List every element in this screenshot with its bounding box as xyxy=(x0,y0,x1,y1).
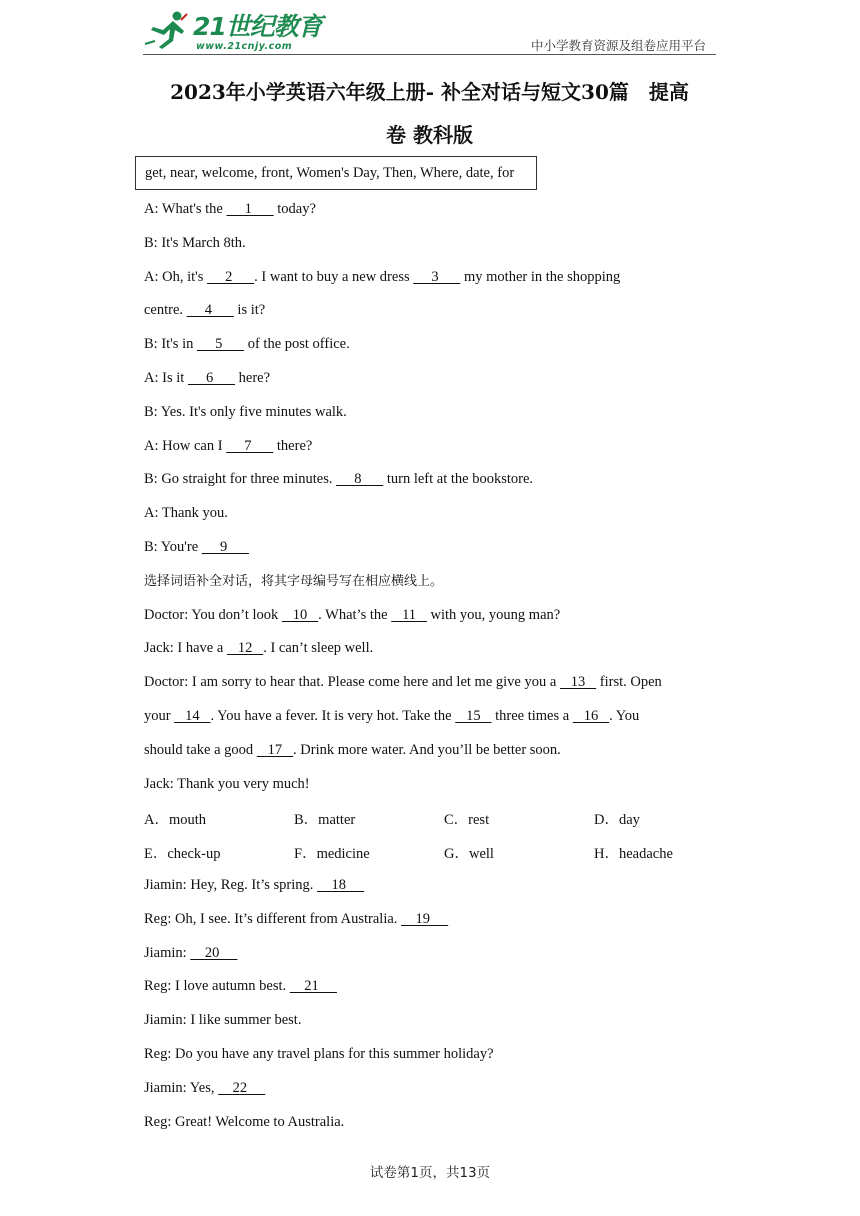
line-text: Jack: I have a xyxy=(144,640,227,657)
answer-blank[interactable]: 6 xyxy=(187,370,236,386)
dialogue-line xyxy=(144,639,373,657)
answer-blank[interactable]: 17 xyxy=(256,741,294,758)
answer-blank[interactable]: 14 xyxy=(174,708,211,724)
option-item: G．well xyxy=(444,846,494,863)
line-text: . What’s the xyxy=(318,606,392,623)
dialogue-line xyxy=(144,1011,301,1029)
answer-blank[interactable]: 22 xyxy=(218,1079,266,1096)
line-text: B: It's March 8th. xyxy=(144,234,246,251)
line-text: my mother in the shopping xyxy=(460,268,621,285)
line-text: . You have a fever. It is very hot. Take the xyxy=(210,708,456,724)
line-text: Doctor: You don’t look xyxy=(144,606,282,623)
line-text: . I want to buy a new dress xyxy=(254,268,414,285)
dialogue-line xyxy=(144,1113,344,1131)
answer-blank[interactable]: 12 xyxy=(226,640,264,657)
dialogue-line xyxy=(144,944,237,962)
dialogue-line xyxy=(144,775,310,793)
line-text: should take a good xyxy=(144,741,257,758)
page-header xyxy=(143,8,716,55)
page-title-line2: 卷 教科版 xyxy=(386,123,473,147)
answer-blank[interactable]: 8 xyxy=(336,471,384,488)
line-text: there? xyxy=(273,437,313,454)
line-text: Jack: Thank you very much! xyxy=(144,775,310,792)
dialogue-line xyxy=(144,606,560,624)
answer-blank[interactable]: 19 xyxy=(401,910,449,927)
line-text: Reg: Do you have any travel plans for this summer holiday? xyxy=(144,1046,494,1062)
answer-blank[interactable]: 20 xyxy=(190,944,238,961)
line-text: Reg: I love autumn best. xyxy=(144,978,290,995)
answer-blank[interactable]: 18 xyxy=(317,877,365,893)
line-text: . Drink more water. And you’ll be better soon. xyxy=(293,741,561,758)
dialogue-line xyxy=(144,977,337,995)
line-text: here? xyxy=(235,370,271,386)
line-text: first. Open xyxy=(596,674,662,691)
option-item: A．mouth xyxy=(144,812,207,829)
dialogue-line xyxy=(144,910,448,928)
dialogue-line xyxy=(144,673,662,691)
line-text: B: You're xyxy=(144,539,202,555)
logo xyxy=(143,10,322,52)
dialogue-line xyxy=(144,741,561,759)
dialogue-line xyxy=(144,1045,494,1063)
line-text: Jiamin: xyxy=(144,944,191,961)
dialogue-line xyxy=(144,538,249,556)
answer-blank[interactable]: 4 xyxy=(186,302,234,319)
option-item: B．matter xyxy=(294,812,356,829)
answer-blank[interactable]: 16 xyxy=(572,708,610,724)
page-footer: 试卷第1页，共13页 xyxy=(369,1165,491,1181)
line-text: Jiamin: Hey, Reg. It’s spring. xyxy=(144,877,318,893)
dialogue-line xyxy=(144,369,270,387)
platform-name: 中小学教育资源及组卷应用平台 xyxy=(530,38,706,53)
dialogue-line xyxy=(144,437,312,455)
option-item: D．day xyxy=(594,812,640,829)
dialogue-line xyxy=(144,876,364,894)
answer-blank[interactable]: 13 xyxy=(559,674,597,691)
dialogue-line xyxy=(144,1079,265,1097)
answer-blank[interactable]: 2 xyxy=(207,268,255,285)
line-text: three times a xyxy=(491,708,573,724)
option-item: H．headache xyxy=(594,846,673,863)
line-text: B: Yes. It's only five minutes walk. xyxy=(144,403,347,420)
dialogue-line xyxy=(144,335,350,353)
line-text: A: Oh, it's xyxy=(144,268,208,285)
answer-blank[interactable]: 3 xyxy=(413,268,461,285)
line-text: B: It's in xyxy=(144,336,197,353)
line-text: . You xyxy=(609,708,640,724)
dialogue-line xyxy=(144,301,265,319)
line-text: your xyxy=(144,708,175,724)
dialogue-line xyxy=(144,707,639,725)
answer-blank[interactable]: 10 xyxy=(281,606,319,623)
line-text: centre. xyxy=(144,302,187,319)
answer-blank[interactable]: 15 xyxy=(455,708,492,724)
dialogue-line xyxy=(144,504,228,522)
answer-blank[interactable]: 21 xyxy=(289,978,337,995)
line-text: Reg: Oh, I see. It’s different from Australia. xyxy=(144,910,402,927)
logo-text: 21世纪教育 xyxy=(193,12,322,41)
answer-blank[interactable]: 9 xyxy=(201,539,249,555)
dialogue-line xyxy=(144,200,316,218)
option-item: C．rest xyxy=(444,812,490,829)
logo-url: www.21cnjy.com xyxy=(196,41,293,52)
line-text: of the post office. xyxy=(244,336,350,353)
page-title: 2023年小学英语六年级上册- 补全对话与短文30篇 提高 xyxy=(170,80,689,104)
line-text: A: Thank you. xyxy=(144,505,228,522)
line-text: turn left at the bookstore. xyxy=(383,471,534,488)
line-text: Doctor: I am sorry to hear that. Please come here and let me give you a xyxy=(144,674,560,691)
line-text: A: Is it xyxy=(144,370,188,386)
answer-blank[interactable]: 7 xyxy=(226,437,274,454)
instruction-text: 选择词语补全对话，将其字母编号写在相应横线上。 xyxy=(144,573,444,589)
line-text: Reg: Great! Welcome to Australia. xyxy=(144,1113,345,1130)
line-text: is it? xyxy=(233,302,266,319)
line-text: Jiamin: I like summer best. xyxy=(144,1012,302,1029)
line-text: A: What's the xyxy=(144,201,227,217)
line-text: Jiamin: Yes, xyxy=(144,1079,219,1096)
option-item: E．check-up xyxy=(144,846,221,863)
option-item: F．medicine xyxy=(294,846,370,863)
answer-blank[interactable]: 5 xyxy=(196,336,245,353)
dialogue-line xyxy=(144,470,533,488)
word-bank-box: get, near, welcome, front, Women's Day, Then, Where, date, for xyxy=(135,156,537,190)
dialogue-line xyxy=(144,234,246,252)
line-text: today? xyxy=(273,201,316,217)
line-text: B: Go straight for three minutes. xyxy=(144,471,337,488)
line-text: with you, young man? xyxy=(426,606,561,623)
answer-blank[interactable]: 1 xyxy=(226,201,274,217)
line-text: . I can’t sleep well. xyxy=(263,640,374,657)
runner-icon xyxy=(143,10,189,50)
answer-blank[interactable]: 11 xyxy=(391,606,427,623)
dialogue-line xyxy=(144,403,347,421)
line-text: A: How can I xyxy=(144,437,227,454)
dialogue-line xyxy=(144,268,620,286)
